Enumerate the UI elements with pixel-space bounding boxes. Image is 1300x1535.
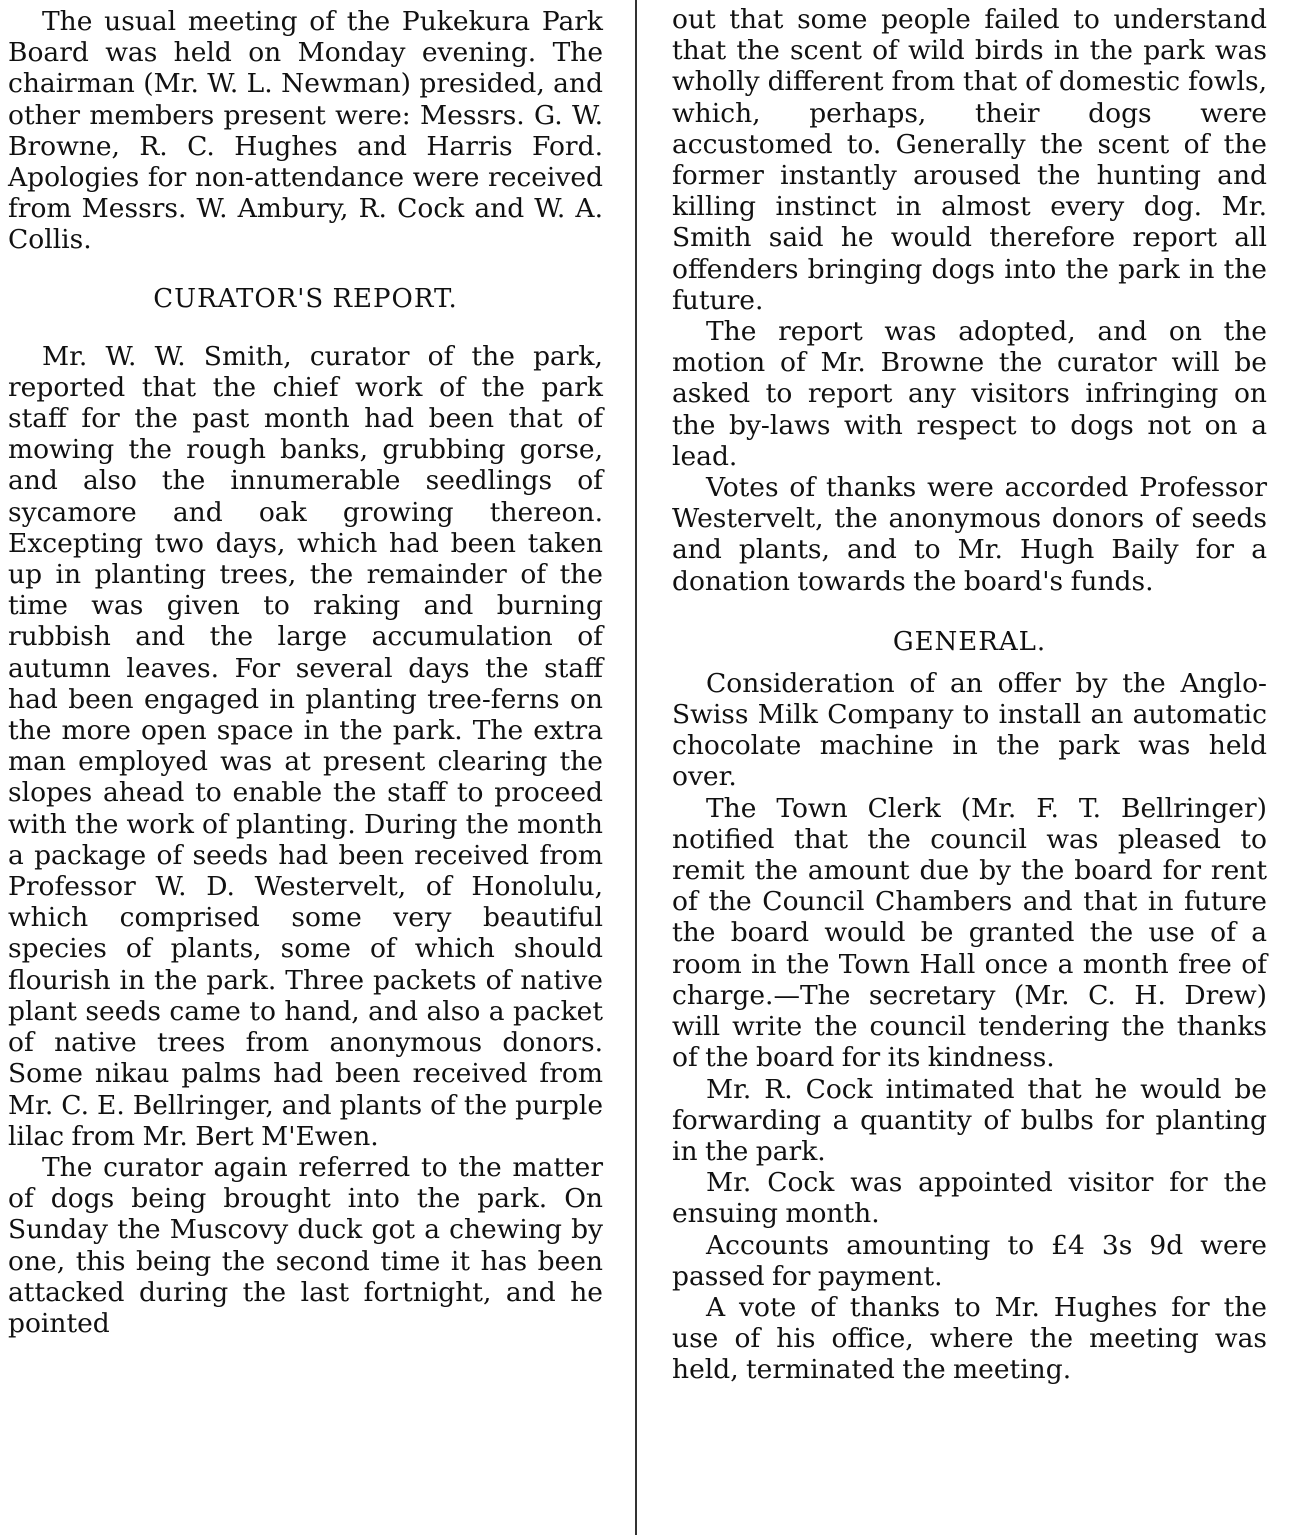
dogs-continued-paragraph: out that some people failed to understand that the scent of wild birds in the park was wholly different from that of domestic fowls, which, perhaps, their dogs were accustomed to. Generally the scent of the former instantly aroused the hunting and killing instinct in almost every dog. Mr. Smith said he would therefore report all offenders bringing dogs into the park in the future.	[672, 4, 1267, 316]
votes-of-thanks-paragraph: Votes of thanks were accorded Professor Westervelt, the anonymous donors of seeds and plants, and to Mr. Hugh Baily for a donation towards the board's funds.	[672, 472, 1267, 597]
dogs-paragraph: The curator again referred to the matter of dogs being brought into the park. On Sunday the Muscovy duck got a chewing by one, this being the second time it has been attacked during the last fortnight, and he pointed	[8, 1151, 603, 1339]
column-divider	[635, 0, 637, 1535]
bulbs-paragraph: Mr. R. Cock intimated that he would be forwarding a quantity of bulbs for planting in the park.	[672, 1073, 1267, 1167]
intro-paragraph: The usual meeting of the Pukekura Park Board was held on Monday evening. The chairman (Mr. W. L. Newman) presided, and other members present were: Messrs. G. W. Browne, R. C. Hughes and Harris Ford. Apologies for non-attendance were received from Messrs. W. Ambury, R. Cock and W. A. Collis.	[8, 6, 603, 256]
general-heading: GENERAL.	[892, 626, 1047, 657]
curator-report-heading: CURATOR'S REPORT.	[153, 283, 458, 314]
town-clerk-paragraph: The Town Clerk (Mr. F. T. Bellringer) notified that the council was pleased to remit the amount due by the board for rent of the Council Chambers and that in future the board would be granted the use of a room in the Town Hall once a month free of charge.—The secretary (Mr. C. H. Drew) will write the council tendering the thanks of the board for its kindness.	[672, 792, 1267, 1074]
vote-hughes-paragraph: A vote of thanks to Mr. Hughes for the use of his office, where the meeting was held, terminated the meeting.	[672, 1291, 1267, 1386]
chocolate-machine-paragraph: Consideration of an offer by the Anglo-Swiss Milk Company to install an automatic chocolate machine in the park was held over.	[672, 667, 1267, 793]
visitor-paragraph: Mr. Cock was appointed visitor for the ensuing month.	[672, 1167, 1267, 1230]
curator-report-paragraph: Mr. W. W. Smith, curator of the park, reported that the chief work of the park staff for the past month had been that of mowing the rough banks, grubbing gorse, and also the innumerable seedlings of sycamore and oak growing thereon. Excepting two days, which had been taken up in planting trees, the remainder of the time was given to raking and burning rubbish and the large accumulation of autumn leaves. For several days the staff had been engaged in planting tree-ferns on the more open space in the park. The extra man employed was at present clearing the slopes ahead to enable the staff to proceed with the work of planting. During the month a package of seeds had been received from Professor W. D. Westervelt, of Honolulu, which comprised some very beautiful species of plants, some of which should flourish in the park. Three packets of native plant seeds came to hand, and also a packet of native trees from anonymous donors. Some nikau palms had been received from Mr. C. E. Bellringer, and plants of the purple lilac from Mr. Bert M'Ewen.	[8, 340, 603, 1152]
right-column	[672, 4, 1267, 1386]
accounts-paragraph: Accounts amounting to £4 3s 9d were passed for payment.	[672, 1229, 1267, 1292]
left-column	[8, 6, 603, 1339]
report-adopted-paragraph: The report was adopted, and on the motion of Mr. Browne the curator will be asked to report any visitors infringing on the by-laws with respect to dogs not on a lead.	[672, 316, 1267, 472]
